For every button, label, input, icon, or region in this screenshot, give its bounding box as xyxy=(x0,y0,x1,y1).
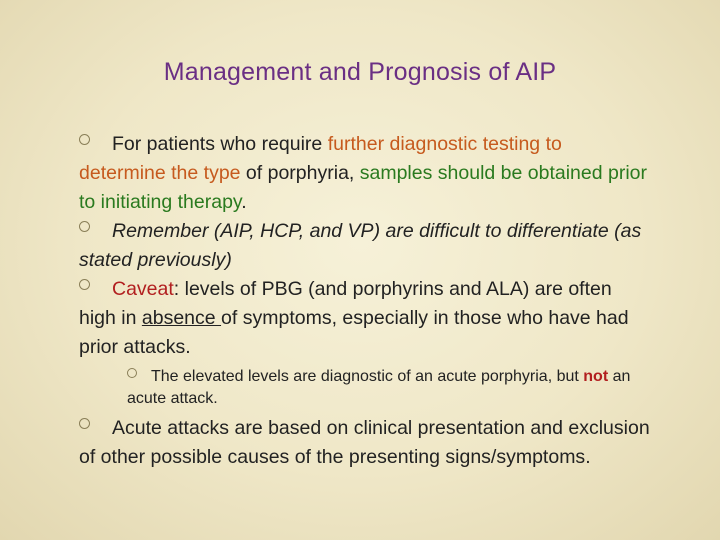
bullet-2 xyxy=(79,217,651,275)
bullet-1 xyxy=(79,130,651,217)
bullet-1-text-highlight-orange: further diagnostic testing to determine the type xyxy=(79,133,562,184)
bullet-circle-icon xyxy=(79,279,90,290)
bullet-3-period: . xyxy=(185,336,191,358)
bullet-1-text-highlight-green: samples should be obtained prior to initiating therapy xyxy=(79,162,648,213)
bullet-circle-icon xyxy=(79,134,90,145)
bullet-3 xyxy=(79,275,651,362)
bullet-circle-icon xyxy=(79,221,90,232)
bullet-4 xyxy=(79,414,651,472)
bullet-circle-icon xyxy=(79,418,90,429)
sub-bullet-circle-icon xyxy=(127,368,137,378)
slide-title: Management and Prognosis of AIP xyxy=(163,58,557,86)
bullet-4-text: Acute attacks are based on clinical presentation and exclusion of other possible causes of the presenting signs/symptoms xyxy=(79,417,650,468)
bullet-3-caveat: Caveat xyxy=(112,278,174,300)
bullet-4-period: . xyxy=(585,446,591,468)
bullet-3-text-b: of symptoms, especially in those who have had prior attacks xyxy=(79,307,629,358)
sub-bullet-not: not xyxy=(583,368,609,385)
sub-bullet-text-b: an acute attack. xyxy=(127,368,631,407)
bullet-3-text-underlined: absence xyxy=(141,307,222,329)
sub-bullet-1 xyxy=(79,366,651,410)
slide-body xyxy=(79,130,651,472)
bullet-1-text-b: of porphyria, xyxy=(240,162,360,184)
sub-bullet-text-a: The elevated levels are diagnostic of an acute porphyria, but xyxy=(151,368,584,385)
bullet-3-text-a: : levels of PBG (and porphyrins and ALA) are often high in xyxy=(79,278,612,329)
bullet-1-period: . xyxy=(241,191,247,213)
bullet-1-text-a: For patients who require xyxy=(112,133,328,155)
bullet-2-text: Remember (AIP, HCP, and VP) are difficult to differentiate (as stated previously) xyxy=(79,220,642,271)
